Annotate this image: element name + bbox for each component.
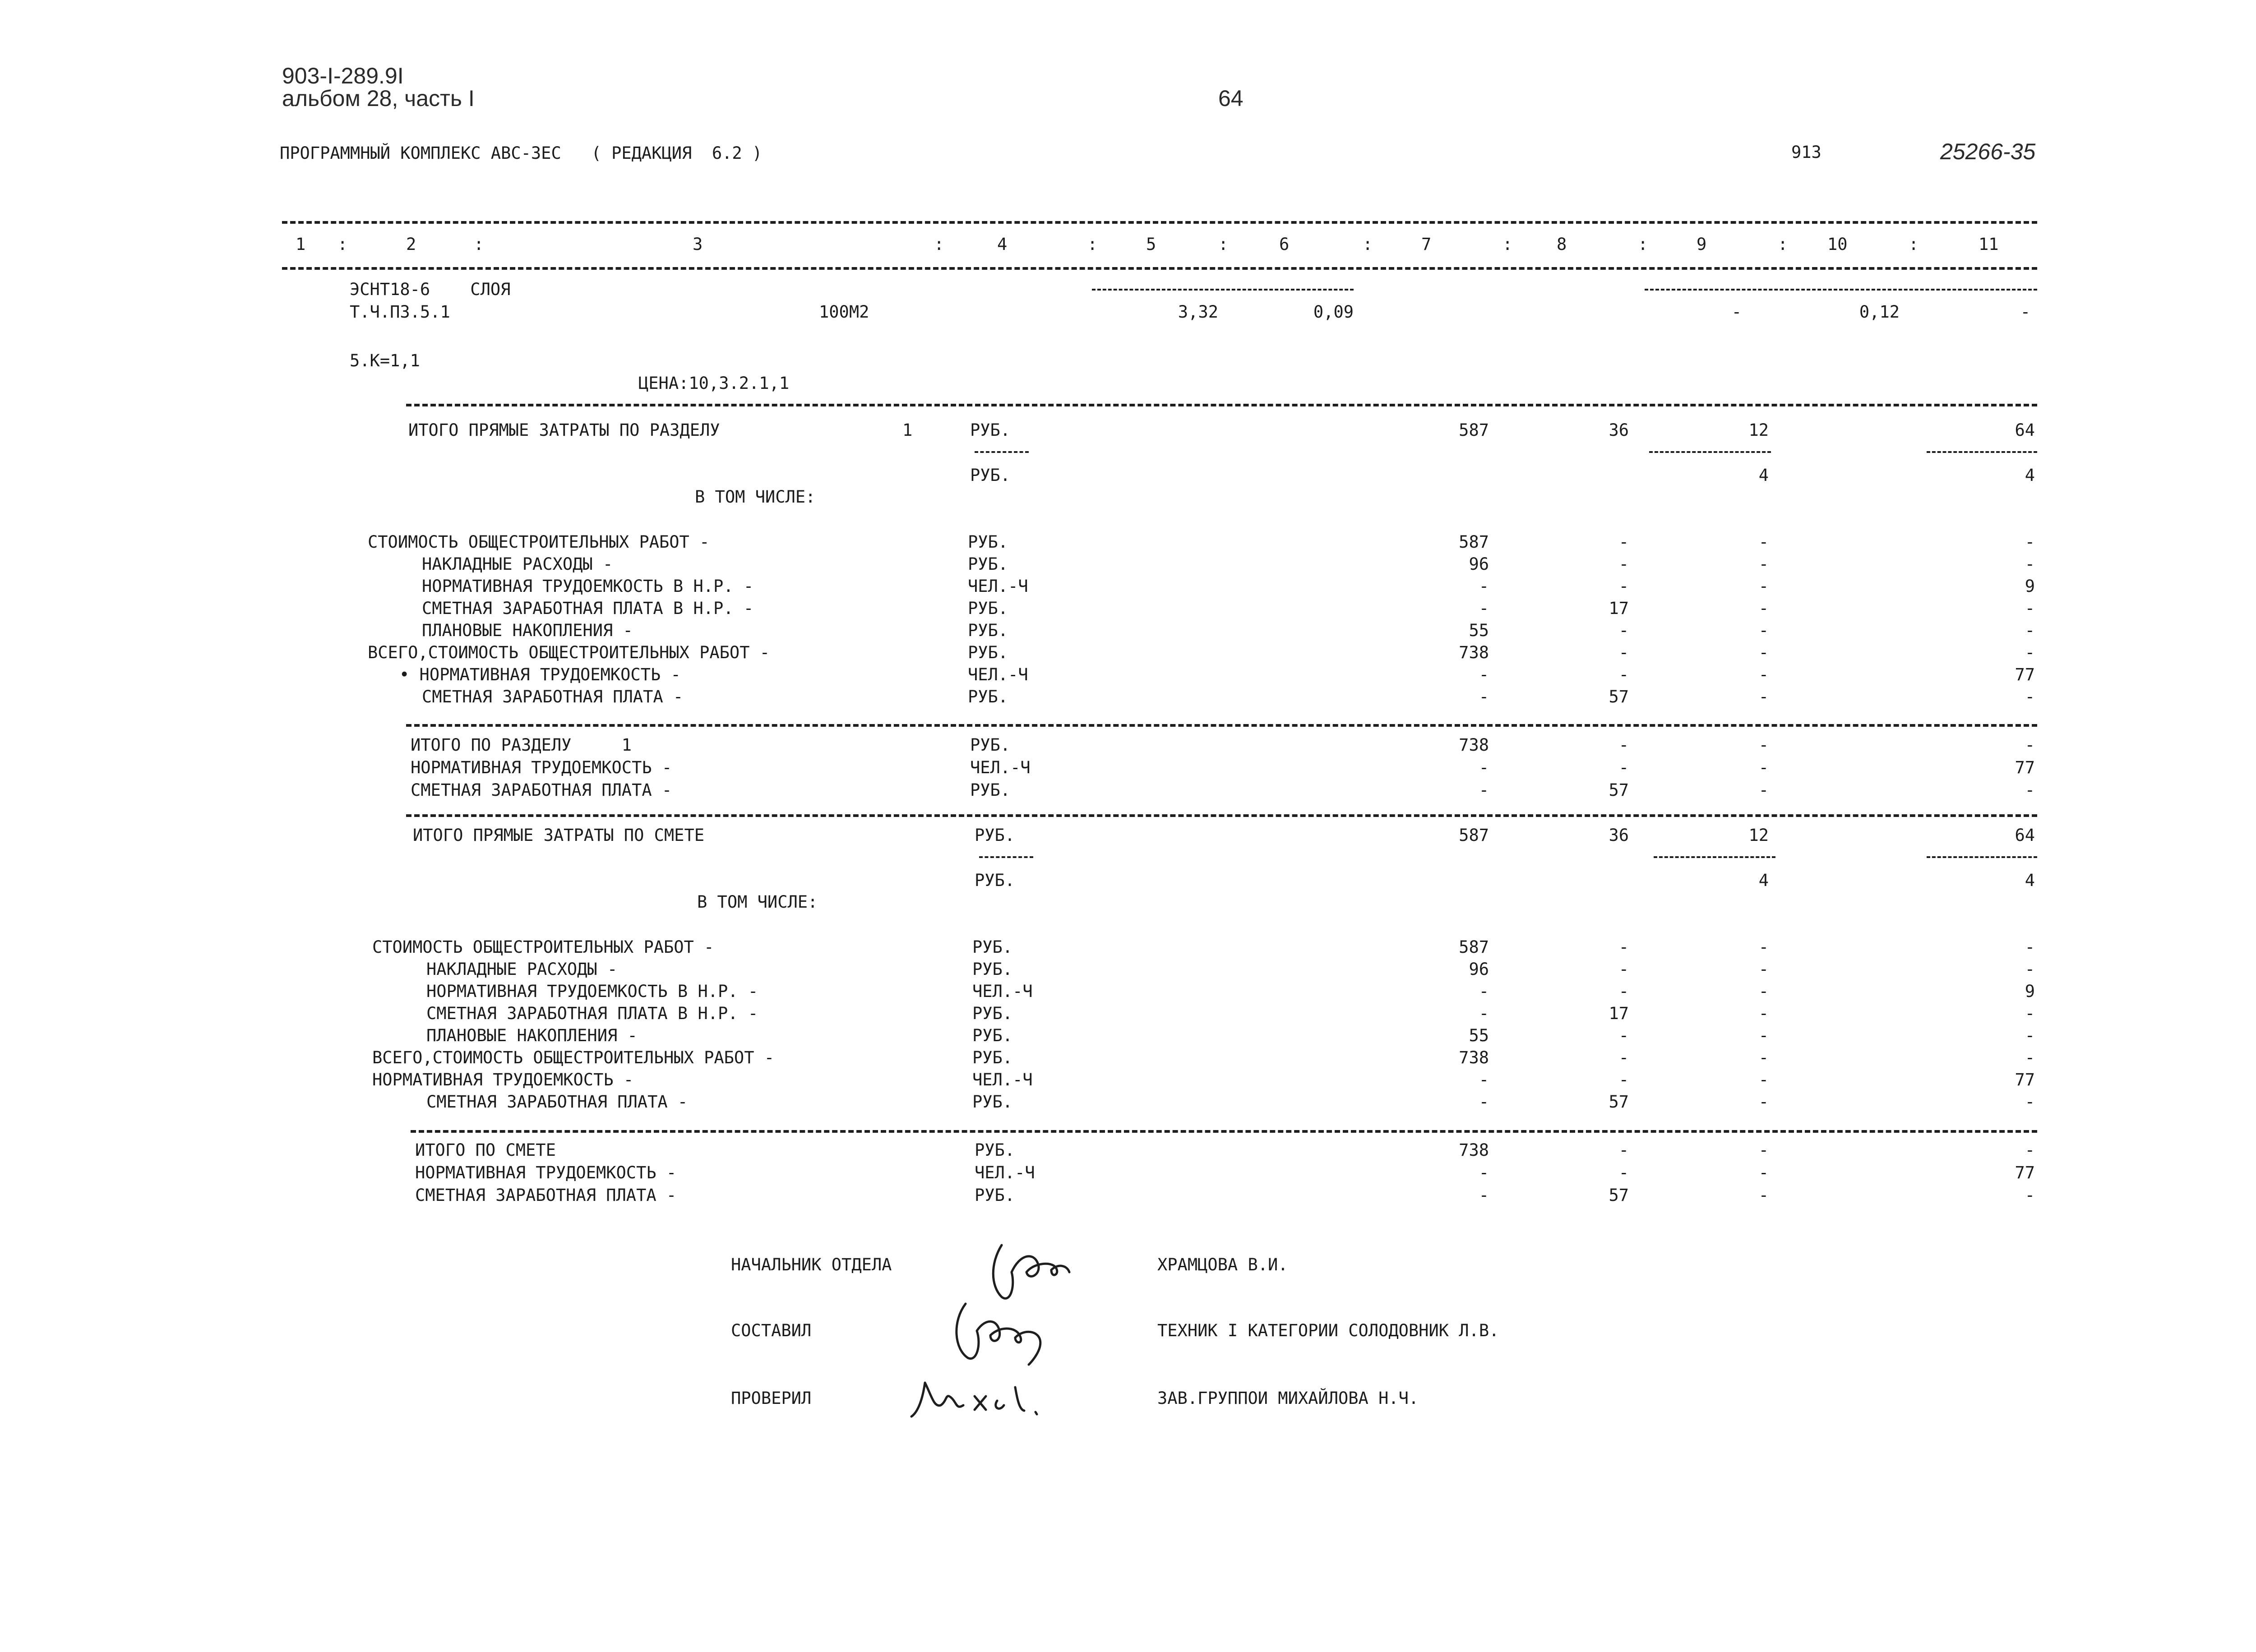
estimate-row-col7: 55 bbox=[1469, 1026, 1489, 1045]
rule-header-bottom bbox=[282, 267, 2037, 270]
column-header-1: 1 bbox=[296, 235, 306, 254]
rule-estimate-unit bbox=[979, 856, 1033, 858]
section-direct-num: 1 bbox=[902, 420, 913, 440]
column-separator: : bbox=[1087, 235, 1098, 254]
section-row-col9: - bbox=[1758, 554, 1769, 574]
section-total-unit: РУБ. bbox=[970, 735, 1011, 755]
signature-person-compiled: ТЕХНИК I КАТЕГОРИИ СОЛОДОВНИК Л.В. bbox=[1157, 1321, 1499, 1340]
estimate-row-col8: - bbox=[1618, 1026, 1629, 1045]
sheet-code: 913 bbox=[1791, 143, 1821, 162]
estimate-row-col8: - bbox=[1618, 1070, 1629, 1089]
section-total-label: НОРМАТИВНАЯ ТРУДОЕМКОСТЬ - bbox=[411, 758, 672, 777]
column-separator: : bbox=[1502, 235, 1513, 254]
section-row-col11: - bbox=[2025, 599, 2035, 618]
section-row-col7: - bbox=[1479, 665, 1489, 684]
signature-role-compiled: СОСТАВИЛ bbox=[731, 1321, 812, 1340]
estimate-row-col7: - bbox=[1479, 1092, 1489, 1112]
estimate-direct-unit: РУБ. bbox=[975, 826, 1015, 845]
section-row-col8: - bbox=[1618, 665, 1629, 684]
estimate-total-col7: - bbox=[1479, 1186, 1489, 1205]
section-row-col7: 587 bbox=[1459, 532, 1489, 552]
rule-entry-a bbox=[1092, 289, 1354, 291]
signature-role-head: НАЧАЛЬНИК ОТДЕЛА bbox=[731, 1255, 892, 1274]
estimate-row-col9: - bbox=[1758, 937, 1769, 957]
estimate-row-col11: 77 bbox=[2015, 1070, 2035, 1089]
entry-name: ЭСНТ18-6 СЛОЯ bbox=[350, 280, 511, 299]
estimate-direct-col8: 36 bbox=[1609, 826, 1629, 845]
section-row-col11: - bbox=[2025, 621, 2035, 640]
estimate-row-col11: - bbox=[2025, 1026, 2035, 1045]
column-separator: : bbox=[337, 235, 348, 254]
column-header-5: 5 bbox=[1146, 235, 1156, 254]
section-row-col9: - bbox=[1758, 599, 1769, 618]
column-separator: : bbox=[1363, 235, 1373, 254]
estimate-row-col8: 57 bbox=[1609, 1092, 1629, 1112]
rule-top bbox=[282, 221, 2037, 224]
entry-col5: 3,32 bbox=[1178, 302, 1218, 322]
section-direct-col9b: 4 bbox=[1758, 466, 1769, 485]
section-row-col11: - bbox=[2025, 532, 2035, 552]
section-total-col11: 77 bbox=[2015, 758, 2035, 777]
section-total-col8: 57 bbox=[1609, 780, 1629, 800]
column-separator: : bbox=[934, 235, 944, 254]
estimate-row-col9: - bbox=[1758, 960, 1769, 979]
section-row-col11: - bbox=[2025, 554, 2035, 574]
estimate-total-col9: - bbox=[1758, 1140, 1769, 1160]
column-header-10: 10 bbox=[1827, 235, 1848, 254]
estimate-row-col7: 738 bbox=[1459, 1048, 1489, 1067]
estimate-row-col7: - bbox=[1479, 1070, 1489, 1089]
section-row-col7: - bbox=[1479, 599, 1489, 618]
column-header-2: 2 bbox=[406, 235, 416, 254]
section-direct-unit: РУБ. bbox=[970, 420, 1011, 440]
section-row-col8: 57 bbox=[1609, 687, 1629, 706]
estimate-row-col11: 9 bbox=[2025, 982, 2035, 1001]
section-total-col9: - bbox=[1758, 735, 1769, 755]
section-row-col8: - bbox=[1618, 577, 1629, 596]
rule-entry-b bbox=[1645, 289, 2037, 291]
estimate-total-col9: - bbox=[1758, 1163, 1769, 1182]
page-number: 64 bbox=[1218, 86, 1244, 111]
section-row-unit: ЧЕЛ.-Ч bbox=[968, 665, 1028, 684]
section-row-col9: - bbox=[1758, 532, 1769, 552]
estimate-direct-col7: 587 bbox=[1459, 826, 1489, 845]
section-total-unit: РУБ. bbox=[970, 780, 1011, 800]
estimate-row-col8: - bbox=[1618, 1048, 1629, 1067]
estimate-total-label: НОРМАТИВНАЯ ТРУДОЕМКОСТЬ - bbox=[415, 1163, 677, 1182]
estimate-row-col9: - bbox=[1758, 1048, 1769, 1067]
signature-role-checked: ПРОВЕРИЛ bbox=[731, 1389, 812, 1408]
column-header-3: 3 bbox=[693, 235, 703, 254]
section-row-col9: - bbox=[1758, 577, 1769, 596]
estimate-row-label: СМЕТНАЯ ЗАРАБОТНАЯ ПЛАТА В Н.Р. - bbox=[426, 1004, 758, 1023]
column-separator: : bbox=[1638, 235, 1648, 254]
section-row-col11: 9 bbox=[2025, 577, 2035, 596]
estimate-total-col11: - bbox=[2025, 1186, 2035, 1205]
entry-code: Т.Ч.ПЗ.5.1 bbox=[350, 302, 450, 322]
section-row-label: НАКЛАДНЫЕ РАСХОДЫ - bbox=[422, 554, 613, 574]
estimate-direct-unit2: РУБ. bbox=[975, 871, 1015, 890]
estimate-row-col11: - bbox=[2025, 1048, 2035, 1067]
estimate-row-col8: - bbox=[1618, 960, 1629, 979]
estimate-row-unit: РУБ. bbox=[972, 937, 1013, 957]
entry-price: ЦЕНА:10,3.2.1,1 bbox=[638, 374, 790, 393]
rule-section-col11 bbox=[1927, 451, 2037, 453]
estimate-total-col11: - bbox=[2025, 1140, 2035, 1160]
estimate-total-unit: ЧЕЛ.-Ч bbox=[975, 1163, 1035, 1182]
estimate-total-col8: - bbox=[1618, 1163, 1629, 1182]
section-total-unit: ЧЕЛ.-Ч bbox=[970, 758, 1031, 777]
column-header-8: 8 bbox=[1557, 235, 1567, 254]
estimate-total-unit: РУБ. bbox=[975, 1140, 1015, 1160]
section-row-unit: ЧЕЛ.-Ч bbox=[968, 577, 1028, 596]
rule-estimate-top bbox=[406, 814, 2037, 817]
section-row-unit: РУБ. bbox=[968, 599, 1008, 618]
section-total-col8: - bbox=[1618, 735, 1629, 755]
estimate-row-col9: - bbox=[1758, 1004, 1769, 1023]
estimate-row-label: НАКЛАДНЫЕ РАСХОДЫ - bbox=[426, 960, 618, 979]
section-row-col9: - bbox=[1758, 643, 1769, 662]
section-row-col8: 17 bbox=[1609, 599, 1629, 618]
estimate-total-unit: РУБ. bbox=[975, 1186, 1015, 1205]
estimate-row-col7: - bbox=[1479, 1004, 1489, 1023]
section-direct-col11: 64 bbox=[2015, 420, 2035, 440]
estimate-row-col7: - bbox=[1479, 982, 1489, 1001]
section-direct-col7: 587 bbox=[1459, 420, 1489, 440]
estimate-total-col8: - bbox=[1618, 1140, 1629, 1160]
section-total-label: СМЕТНАЯ ЗАРАБОТНАЯ ПЛАТА - bbox=[411, 780, 672, 800]
estimate-row-label: ВСЕГО,СТОИМОСТЬ ОБЩЕСТРОИТЕЛЬНЫХ РАБОТ - bbox=[372, 1048, 775, 1067]
estimate-row-col8: - bbox=[1618, 937, 1629, 957]
rule-section-col9 bbox=[1649, 451, 1771, 453]
estimate-row-col11: - bbox=[2025, 960, 2035, 979]
estimate-row-label: ПЛАНОВЫЕ НАКОПЛЕНИЯ - bbox=[426, 1026, 638, 1045]
signature-compiled-image bbox=[943, 1295, 1056, 1367]
section-row-label: ВСЕГО,СТОИМОСТЬ ОБЩЕСТРОИТЕЛЬНЫХ РАБОТ - bbox=[368, 643, 770, 662]
signature-person-checked: ЗАВ.ГРУППОИ МИХАЙЛОВА Н.Ч. bbox=[1157, 1389, 1419, 1408]
estimate-row-unit: РУБ. bbox=[972, 1004, 1013, 1023]
estimate-row-unit: РУБ. bbox=[972, 960, 1013, 979]
estimate-row-label: СТОИМОСТЬ ОБЩЕСТРОИТЕЛЬНЫХ РАБОТ - bbox=[372, 937, 714, 957]
section-direct-label: ИТОГО ПРЯМЫЕ ЗАТРАТЫ ПО РАЗДЕЛУ bbox=[408, 420, 720, 440]
entry-col11: - bbox=[2020, 302, 2030, 322]
estimate-direct-col11b: 4 bbox=[2025, 871, 2035, 890]
estimate-direct-col11: 64 bbox=[2015, 826, 2035, 845]
estimate-row-col11: - bbox=[2025, 937, 2035, 957]
column-separator: : bbox=[474, 235, 484, 254]
section-row-col11: - bbox=[2025, 687, 2035, 706]
section-row-col7: 96 bbox=[1469, 554, 1489, 574]
section-row-unit: РУБ. bbox=[968, 621, 1008, 640]
section-total-col7: 738 bbox=[1459, 735, 1489, 755]
section-row-unit: РУБ. bbox=[968, 532, 1008, 552]
column-separator: : bbox=[1218, 235, 1229, 254]
rule-section-top bbox=[406, 404, 2037, 406]
estimate-row-col7: 96 bbox=[1469, 960, 1489, 979]
rule-estimate-subtotal bbox=[411, 1130, 2037, 1133]
section-total-col9: - bbox=[1758, 780, 1769, 800]
section-row-unit: РУБ. bbox=[968, 554, 1008, 574]
estimate-row-col9: - bbox=[1758, 1026, 1769, 1045]
column-header-7: 7 bbox=[1421, 235, 1432, 254]
section-row-label: СМЕТНАЯ ЗАРАБОТНАЯ ПЛАТА - bbox=[422, 687, 684, 706]
entry-unit: 100М2 bbox=[819, 302, 869, 322]
section-row-unit: РУБ. bbox=[968, 687, 1008, 706]
program-title: ПРОГРАММНЫЙ КОМПЛЕКС АВС-ЗЕС ( РЕДАКЦИЯ 6.2 ) bbox=[280, 143, 763, 163]
estimate-row-col11: - bbox=[2025, 1004, 2035, 1023]
column-header-6: 6 bbox=[1279, 235, 1290, 254]
estimate-total-col7: 738 bbox=[1459, 1140, 1489, 1160]
section-row-col9: - bbox=[1758, 665, 1769, 684]
section-total-col7: - bbox=[1479, 780, 1489, 800]
rule-section-unit bbox=[975, 451, 1029, 453]
estimate-row-col11: - bbox=[2025, 1092, 2035, 1112]
section-row-col8: - bbox=[1618, 532, 1629, 552]
estimate-row-col8: 17 bbox=[1609, 1004, 1629, 1023]
section-row-col8: - bbox=[1618, 643, 1629, 662]
column-header-9: 9 bbox=[1697, 235, 1707, 254]
section-row-label: • НОРМАТИВНАЯ ТРУДОЕМКОСТЬ - bbox=[399, 665, 681, 684]
section-total-col11: - bbox=[2025, 735, 2035, 755]
section-row-unit: РУБ. bbox=[968, 643, 1008, 662]
section-row-col8: - bbox=[1618, 621, 1629, 640]
rule-estimate-col9 bbox=[1654, 856, 1775, 858]
column-header-4: 4 bbox=[997, 235, 1008, 254]
section-direct-col8: 36 bbox=[1609, 420, 1629, 440]
entry-col9: - bbox=[1731, 302, 1742, 322]
estimate-direct-col9: 12 bbox=[1748, 826, 1769, 845]
estimate-row-unit: ЧЕЛ.-Ч bbox=[972, 1070, 1033, 1089]
estimate-total-label: СМЕТНАЯ ЗАРАБОТНАЯ ПЛАТА - bbox=[415, 1186, 677, 1205]
estimate-direct-col9b: 4 bbox=[1758, 871, 1769, 890]
signature-checked-image bbox=[907, 1374, 1051, 1423]
section-row-label: НОРМАТИВНАЯ ТРУДОЕМКОСТЬ В Н.Р. - bbox=[422, 577, 754, 596]
section-total-col11: - bbox=[2025, 780, 2035, 800]
section-row-col7: 55 bbox=[1469, 621, 1489, 640]
section-row-col7: - bbox=[1479, 577, 1489, 596]
section-row-col11: - bbox=[2025, 643, 2035, 662]
estimate-row-unit: РУБ. bbox=[972, 1092, 1013, 1112]
estimate-row-col9: - bbox=[1758, 1092, 1769, 1112]
section-total-col7: - bbox=[1479, 758, 1489, 777]
estimate-row-unit: РУБ. bbox=[972, 1048, 1013, 1067]
estimate-row-col9: - bbox=[1758, 1070, 1769, 1089]
estimate-direct-label: ИТОГО ПРЯМЫЕ ЗАТРАТЫ ПО СМЕТЕ bbox=[413, 826, 705, 845]
estimate-total-col7: - bbox=[1479, 1163, 1489, 1182]
doc-code: 903-I-289.9I bbox=[282, 63, 404, 88]
estimate-row-col9: - bbox=[1758, 982, 1769, 1001]
section-including: В ТОМ ЧИСЛЕ: bbox=[695, 487, 816, 507]
section-total-col8: - bbox=[1618, 758, 1629, 777]
estimate-total-col11: 77 bbox=[2015, 1163, 2035, 1182]
estimate-including: В ТОМ ЧИСЛЕ: bbox=[697, 892, 818, 912]
handwritten-code: 25266-35 bbox=[1940, 139, 2036, 164]
section-row-col8: - bbox=[1618, 554, 1629, 574]
signature-person-head: ХРАМЦОВА В.И. bbox=[1157, 1255, 1288, 1274]
section-total-col9: - bbox=[1758, 758, 1769, 777]
section-direct-col11b: 4 bbox=[2025, 466, 2035, 485]
entry-col10: 0,12 bbox=[1859, 302, 1900, 322]
entry-col6: 0,09 bbox=[1313, 302, 1354, 322]
estimate-row-label: НОРМАТИВНАЯ ТРУДОЕМКОСТЬ В Н.Р. - bbox=[426, 982, 758, 1001]
estimate-total-col8: 57 bbox=[1609, 1186, 1629, 1205]
column-header-11: 11 bbox=[1979, 235, 1999, 254]
estimate-row-label: СМЕТНАЯ ЗАРАБОТНАЯ ПЛАТА - bbox=[426, 1092, 688, 1112]
column-separator: : bbox=[1909, 235, 1919, 254]
section-total-label: ИТОГО ПО РАЗДЕЛУ 1 bbox=[411, 735, 632, 755]
rule-section-subtotal bbox=[406, 724, 2037, 727]
entry-coefficient: 5.К=1,1 bbox=[350, 351, 420, 370]
estimate-total-label: ИТОГО ПО СМЕТЕ bbox=[415, 1140, 556, 1160]
section-direct-unit2: РУБ. bbox=[970, 466, 1011, 485]
section-row-col7: 738 bbox=[1459, 643, 1489, 662]
section-row-label: СТОИМОСТЬ ОБЩЕСТРОИТЕЛЬНЫХ РАБОТ - bbox=[368, 532, 710, 552]
section-row-col11: 77 bbox=[2015, 665, 2035, 684]
section-row-col7: - bbox=[1479, 687, 1489, 706]
estimate-row-col8: - bbox=[1618, 982, 1629, 1001]
estimate-row-unit: ЧЕЛ.-Ч bbox=[972, 982, 1033, 1001]
section-row-label: ПЛАНОВЫЕ НАКОПЛЕНИЯ - bbox=[422, 621, 633, 640]
section-row-col9: - bbox=[1758, 621, 1769, 640]
section-row-col9: - bbox=[1758, 687, 1769, 706]
estimate-total-col9: - bbox=[1758, 1186, 1769, 1205]
section-direct-col9: 12 bbox=[1748, 420, 1769, 440]
estimate-row-unit: РУБ. bbox=[972, 1026, 1013, 1045]
column-separator: : bbox=[1778, 235, 1788, 254]
rule-estimate-col11 bbox=[1927, 856, 2037, 858]
estimate-row-col7: 587 bbox=[1459, 937, 1489, 957]
album-label: альбом 28, часть I bbox=[282, 86, 475, 111]
estimate-row-label: НОРМАТИВНАЯ ТРУДОЕМКОСТЬ - bbox=[372, 1070, 634, 1089]
section-row-label: СМЕТНАЯ ЗАРАБОТНАЯ ПЛАТА В Н.Р. - bbox=[422, 599, 754, 618]
signature-head-image bbox=[984, 1236, 1074, 1304]
